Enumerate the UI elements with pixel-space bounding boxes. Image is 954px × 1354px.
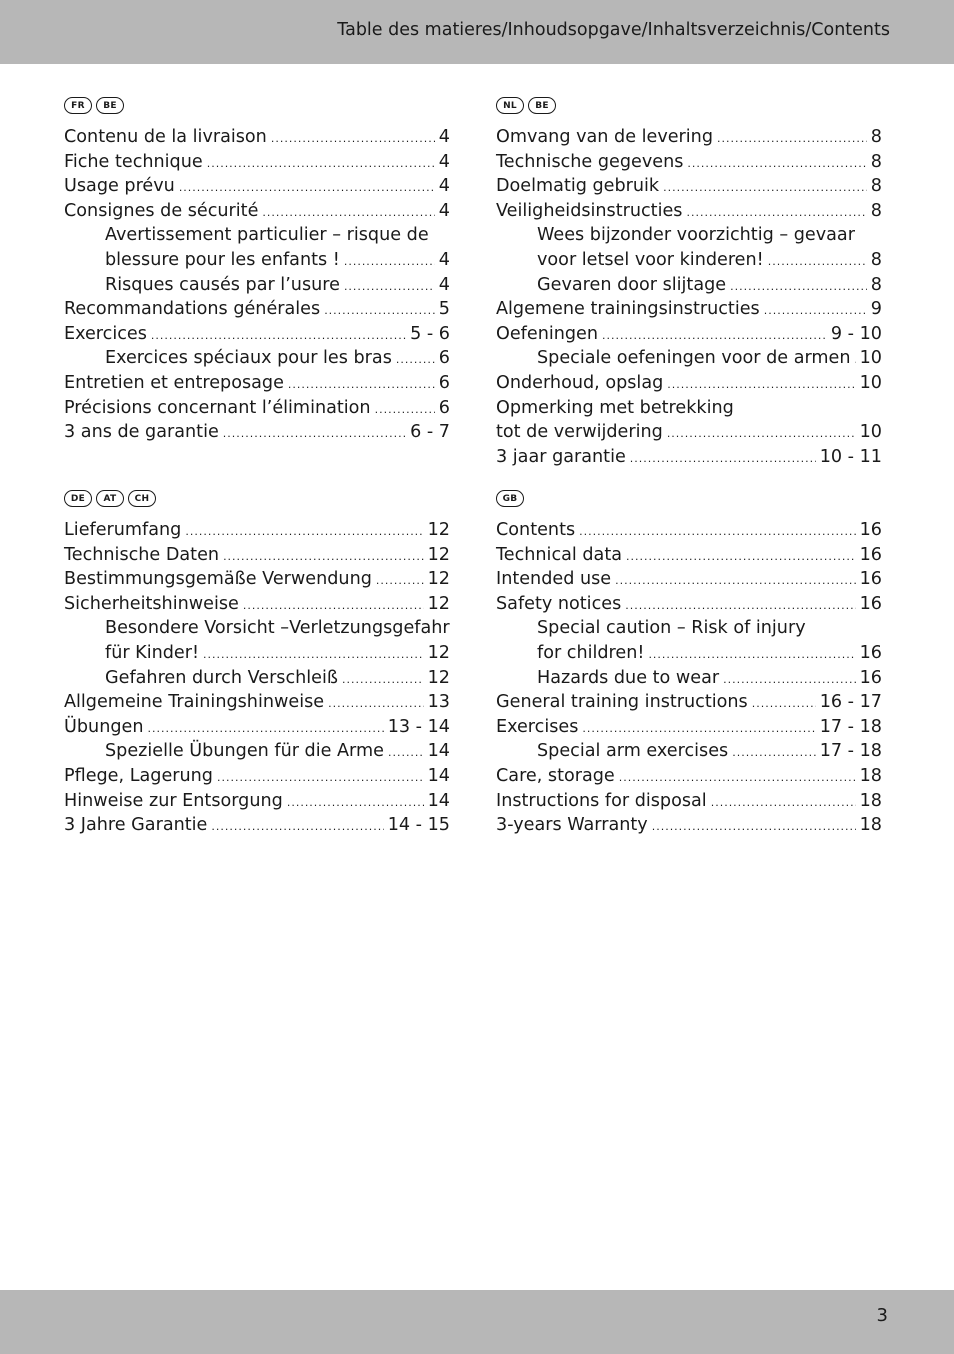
dot-leader: [732, 741, 815, 766]
dot-leader: [630, 447, 816, 472]
toc-entry[interactable]: [64, 125, 450, 150]
toc-entry-title: Fiche technique: [64, 151, 203, 172]
dot-leader: [855, 348, 856, 373]
country-badge: CH: [128, 490, 156, 507]
country-badge: DE: [64, 490, 92, 507]
toc-entry-page: 8: [870, 200, 882, 221]
toc-entry-title: Usage prévu: [64, 176, 175, 197]
footer-bar: [0, 1290, 954, 1354]
toc-entry[interactable]: [64, 346, 450, 371]
dot-leader: [342, 668, 424, 693]
toc-entry[interactable]: [496, 223, 882, 248]
toc-entry-title: Gefahren durch Verschleiß: [105, 667, 338, 688]
dot-leader: [764, 299, 867, 324]
toc-entry-page: 6: [438, 372, 450, 393]
dot-leader: [663, 176, 867, 201]
toc-entry-page: 12: [427, 569, 450, 590]
dot-leader: [223, 545, 424, 570]
toc-entry-title: Exercises: [496, 716, 579, 737]
dot-leader: [396, 348, 435, 373]
toc-entry[interactable]: [496, 739, 882, 764]
toc-entry-title: Allgemeine Trainingshinweise: [64, 692, 325, 713]
toc-entry-title: Übungen: [64, 716, 144, 737]
toc-entry[interactable]: [496, 371, 882, 396]
header-bar: [0, 0, 954, 64]
toc-entry[interactable]: [496, 273, 882, 298]
toc-entry[interactable]: [64, 543, 450, 568]
toc-entry-title: Pflege, Lagerung: [64, 765, 213, 786]
toc-entry[interactable]: [64, 616, 450, 641]
toc-entry-title: voor letsel voor kinderen!: [537, 249, 764, 270]
toc-entry[interactable]: [496, 666, 882, 691]
toc-entry-page: 12: [427, 667, 450, 688]
toc-entry-page: 10: [859, 422, 882, 443]
toc-entry-title: Entretien et entreposage: [64, 372, 284, 393]
toc-entry-title: tot de verwijdering: [496, 422, 663, 443]
toc-entry-page: 6: [438, 397, 450, 418]
toc-section-de: [64, 490, 450, 838]
toc-entry[interactable]: [64, 322, 450, 347]
toc-entry[interactable]: [496, 420, 882, 445]
toc-entry-title: Opmerking met betrekking: [496, 397, 734, 418]
toc-entry[interactable]: [64, 199, 450, 224]
toc-entry-title: 3-years Warranty: [496, 815, 648, 836]
dot-leader: [625, 594, 855, 619]
country-badges: [64, 490, 450, 510]
dot-leader: [388, 741, 424, 766]
toc-entry[interactable]: [64, 592, 450, 617]
toc-entry-title: Care, storage: [496, 765, 615, 786]
dot-leader: [217, 766, 424, 791]
toc-entry-page: 16: [859, 667, 882, 688]
dot-leader: [211, 815, 383, 840]
toc-entry[interactable]: [64, 715, 450, 740]
dot-leader: [344, 250, 435, 275]
toc-entry-title: Consignes de sécurité: [64, 200, 259, 221]
dot-leader: [626, 545, 856, 570]
dot-leader: [207, 152, 435, 177]
toc-entry[interactable]: [64, 690, 450, 715]
toc-entry-page: 10: [859, 372, 882, 393]
toc-entry-page: 14: [427, 765, 450, 786]
toc-entry-page: 17 - 18: [819, 741, 882, 762]
toc-entry-title: Veiligheidsinstructies: [496, 200, 683, 221]
dot-leader: [344, 275, 435, 300]
dot-leader: [287, 791, 424, 816]
toc-entry-page: 12: [427, 520, 450, 540]
toc-entry[interactable]: [64, 371, 450, 396]
dot-leader: [324, 299, 435, 324]
toc-entry-page: 4: [438, 176, 450, 197]
country-badge: NL: [496, 97, 524, 114]
toc-entry-title: Oefeningen: [496, 323, 599, 344]
toc-entry[interactable]: [496, 641, 882, 666]
country-badges: [496, 97, 882, 117]
toc-entry-title: Intended use: [496, 569, 612, 590]
toc-entry-title: Technische gegevens: [496, 151, 684, 172]
toc-entry-title: Omvang van de levering: [496, 127, 714, 147]
toc-entry-title: 3 ans de garantie: [64, 422, 219, 443]
toc-entry-title: Gevaren door slijtage: [537, 274, 727, 295]
dot-leader: [243, 594, 424, 619]
toc-entry[interactable]: [496, 322, 882, 347]
toc-entry-page: 16: [859, 642, 882, 663]
toc-entry-page: 16: [859, 520, 882, 540]
toc-entry[interactable]: [496, 445, 882, 470]
toc-entry-title: Technische Daten: [64, 544, 220, 565]
toc-entry[interactable]: [496, 567, 882, 592]
toc-entry-title: Special caution – Risk of injury: [537, 618, 806, 639]
toc-entry[interactable]: [64, 223, 450, 248]
toc-entry-page: 12: [427, 593, 450, 614]
toc-entry[interactable]: [496, 346, 882, 371]
country-badge: GB: [496, 490, 524, 507]
toc-entry[interactable]: [64, 248, 450, 273]
dot-leader: [723, 668, 856, 693]
dot-leader: [648, 643, 855, 668]
toc-entry-page: 6: [438, 348, 450, 369]
toc-section-gb: [496, 490, 882, 838]
toc-entry[interactable]: [64, 789, 450, 814]
toc-entry[interactable]: [496, 789, 882, 814]
toc-entry-title: für Kinder!: [105, 642, 200, 663]
toc-entry[interactable]: [496, 543, 882, 568]
toc-entry-title: Special arm exercises: [537, 741, 729, 762]
dot-leader: [730, 275, 867, 300]
toc-entry-title: 3 Jahre Garantie: [64, 815, 208, 836]
toc-entry[interactable]: [64, 273, 450, 298]
toc-entry-title: Technical data: [496, 544, 623, 565]
toc-entry-page: 12: [427, 544, 450, 565]
toc-entry-page: 16 - 17: [819, 692, 882, 713]
toc-entry-page: 14: [427, 790, 450, 811]
toc-entry-title: Contenu de la livraison: [64, 127, 267, 147]
dot-leader: [376, 569, 424, 594]
toc-entry-title: Lieferumfang: [64, 520, 182, 540]
toc-entry-page: 9: [870, 299, 882, 320]
toc-entry[interactable]: [496, 125, 882, 150]
toc-entry[interactable]: [496, 616, 882, 641]
toc-entry[interactable]: [496, 174, 882, 199]
dot-leader: [686, 201, 866, 226]
toc-entry-page: 14: [427, 741, 450, 762]
toc-entry-page: 13 - 14: [387, 716, 450, 737]
toc-entry-page: 10: [859, 348, 882, 369]
toc-section-nl: [496, 97, 882, 469]
toc-entry-page: 8: [870, 127, 882, 147]
toc-entry-title: Recommandations générales: [64, 299, 321, 320]
toc-entry-title: blessure pour les enfants !: [105, 249, 340, 270]
toc-entry-page: 4: [438, 249, 450, 270]
toc-entry[interactable]: [64, 518, 450, 543]
toc-entry[interactable]: [64, 297, 450, 322]
toc-entry-title: Sicherheitshinweise: [64, 593, 239, 614]
toc-entry[interactable]: [496, 715, 882, 740]
page-header-title: Table des matieres/Inhoudsopgave/Inhaltsverzeichnis/Contents: [337, 20, 890, 40]
toc-entry-title: Contents: [496, 520, 576, 540]
toc-entry-page: 18: [859, 815, 882, 836]
toc-entry-title: Onderhoud, opslag: [496, 372, 664, 393]
toc-entry[interactable]: [496, 813, 882, 838]
country-badges: [64, 97, 450, 117]
dot-leader: [615, 569, 856, 594]
toc-entry-page: 12: [427, 642, 450, 663]
toc-entry-page: 10 - 11: [819, 446, 882, 467]
toc-entry-title: Wees bijzonder voorzichtig – gevaar: [537, 225, 855, 246]
toc-entry-title: Speciale oefeningen voor de armen: [537, 348, 851, 369]
toc-entry[interactable]: [496, 199, 882, 224]
toc-entry-title: Hinweise zur Entsorgung: [64, 790, 283, 811]
toc-entry[interactable]: [64, 567, 450, 592]
toc-entry[interactable]: [64, 666, 450, 691]
toc-entry-title: Bestimmungsgemäße Verwendung: [64, 569, 372, 590]
dot-leader: [579, 520, 855, 545]
dot-leader: [151, 324, 406, 349]
toc-entry-title: Risques causés par l’usure: [105, 274, 340, 295]
toc-entry-title: Besondere Vorsicht –Verletzungsgefahr: [105, 618, 450, 639]
toc-entry-page: 4: [438, 200, 450, 221]
toc-entry-page: 4: [438, 127, 450, 147]
dot-leader: [148, 717, 384, 742]
dot-leader: [717, 127, 867, 152]
toc-entry[interactable]: [64, 813, 450, 838]
toc-entry[interactable]: [496, 396, 882, 421]
toc-entry-page: 8: [870, 274, 882, 295]
toc-entry-page: 16: [859, 569, 882, 590]
dot-leader: [711, 791, 856, 816]
dot-leader: [262, 201, 434, 226]
toc-entry[interactable]: [64, 174, 450, 199]
country-badges: [496, 490, 882, 510]
dot-leader: [582, 717, 815, 742]
toc-entry-page: 18: [859, 765, 882, 786]
dot-leader: [328, 692, 424, 717]
toc-entry-page: 16: [859, 593, 882, 614]
page-number: 3: [876, 1305, 888, 1326]
toc-entry-title: 3 jaar garantie: [496, 446, 626, 467]
toc-entry-title: Doelmatig gebruik: [496, 176, 660, 197]
dot-leader: [223, 422, 406, 447]
toc-entry-title: Instructions for disposal: [496, 790, 707, 811]
country-badge: FR: [64, 97, 92, 114]
toc-entry-title: Exercices spéciaux pour les bras: [105, 348, 392, 369]
country-badge: AT: [96, 490, 124, 507]
toc-entry-title: Avertissement particulier – risque de: [105, 225, 429, 246]
toc-entry[interactable]: [496, 592, 882, 617]
dot-leader: [619, 766, 856, 791]
toc-entry-title: for children!: [537, 642, 645, 663]
dot-leader: [602, 324, 827, 349]
toc-entry-page: 5: [438, 299, 450, 320]
toc-entry-title: Algemene trainingsinstructies: [496, 299, 760, 320]
dot-leader: [179, 176, 435, 201]
toc-entry-title: Safety notices: [496, 593, 622, 614]
toc-entry[interactable]: [496, 518, 882, 543]
toc-entry[interactable]: [496, 764, 882, 789]
toc-entry[interactable]: [64, 396, 450, 421]
toc-entry-page: 8: [870, 151, 882, 172]
toc-entry[interactable]: [64, 739, 450, 764]
toc-entry-page: 4: [438, 274, 450, 295]
toc-entry-page: 8: [870, 249, 882, 270]
toc-entry-page: 17 - 18: [819, 716, 882, 737]
dot-leader: [768, 250, 867, 275]
country-badge: BE: [528, 97, 556, 114]
dot-leader: [752, 692, 816, 717]
toc-entry-page: 6 - 7: [410, 422, 450, 443]
country-badge: BE: [96, 97, 124, 114]
dot-leader: [271, 127, 435, 152]
toc-entry-title: Précisions concernant l’élimination: [64, 397, 371, 418]
toc-entry[interactable]: [496, 150, 882, 175]
toc-entry-page: 14 - 15: [387, 815, 450, 836]
dot-leader: [687, 152, 866, 177]
dot-leader: [667, 373, 855, 398]
toc-entry[interactable]: [496, 690, 882, 715]
dot-leader: [185, 520, 423, 545]
toc-entry[interactable]: [64, 420, 450, 445]
toc-entry-page: 18: [859, 790, 882, 811]
dot-leader: [203, 643, 424, 668]
toc-entry[interactable]: [496, 297, 882, 322]
toc-entry-page: 4: [438, 151, 450, 172]
toc-entry-page: 8: [870, 176, 882, 197]
toc-entry[interactable]: [64, 764, 450, 789]
dot-leader: [375, 398, 435, 423]
dot-leader: [667, 422, 856, 447]
dot-leader: [652, 815, 856, 840]
toc-entry[interactable]: [496, 248, 882, 273]
toc-entry-page: 9 - 10: [830, 323, 882, 344]
toc-section-fr: [64, 97, 450, 445]
toc-entry-title: Exercices: [64, 323, 147, 344]
toc-entry-page: 13: [427, 692, 450, 713]
toc-entry-title: General training instructions: [496, 692, 748, 713]
toc-entry[interactable]: [64, 150, 450, 175]
toc-entry-title: Spezielle Übungen für die Arme: [105, 741, 384, 762]
toc-entry-page: 5 - 6: [410, 323, 450, 344]
toc-entry[interactable]: [64, 641, 450, 666]
toc-entry-title: Hazards due to wear: [537, 667, 720, 688]
dot-leader: [288, 373, 435, 398]
toc-entry-page: 16: [859, 544, 882, 565]
